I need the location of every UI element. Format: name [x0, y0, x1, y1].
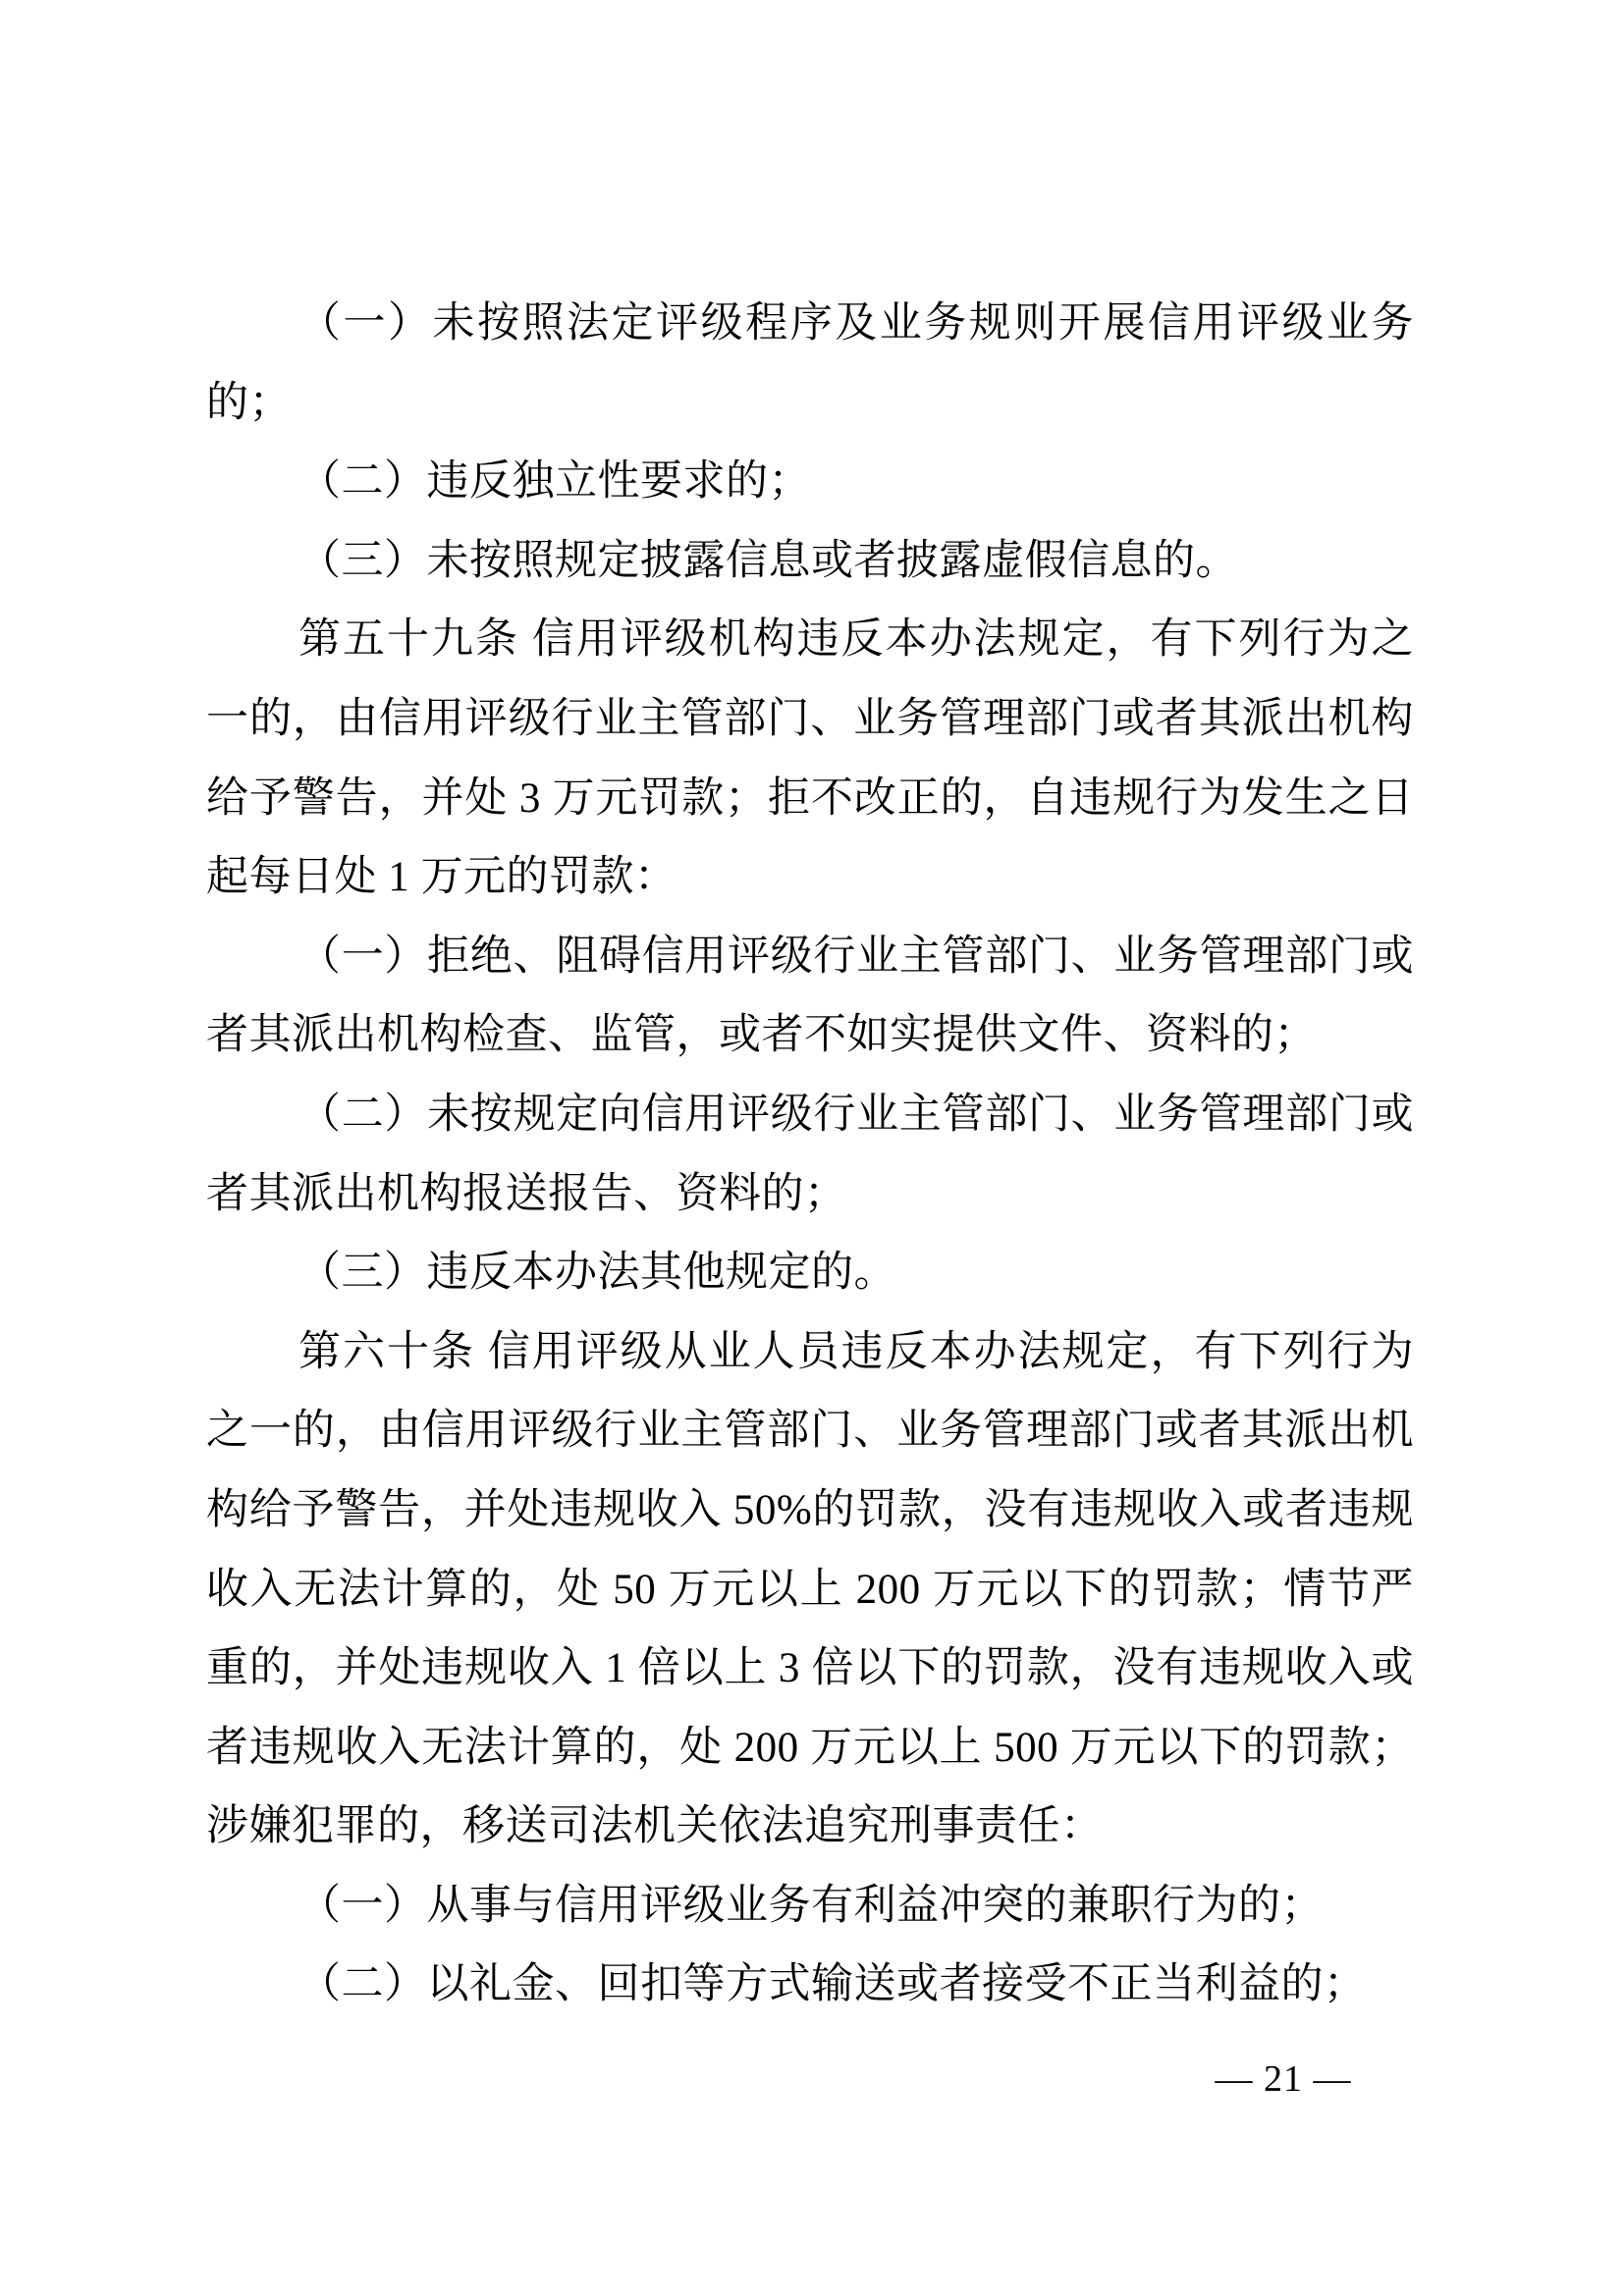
text-block: [206, 285, 1414, 2025]
text-line: （一）未按照法定评级程序及业务规则开展信用评级业务: [298, 300, 1414, 347]
text-line: （一）从事与信用评级业务有利益冲突的兼职行为的；: [298, 1882, 1324, 1929]
text-line: （二）以礼金、回扣等方式输送或者接受不正当利益的；: [298, 1961, 1367, 2008]
text-line: 的；: [206, 379, 292, 426]
text-line: 给予警告，并处 3 万元罚款；拒不改正的，自违规行为发生之日: [206, 774, 1414, 822]
text-line: 之一的，由信用评级行业主管部门、业务管理部门或者其派出机: [206, 1408, 1414, 1455]
page-number: — 21 —: [1215, 2058, 1352, 2100]
text-line: 构给予警告，并处违规收入 50%的罚款，没有违规收入或者违规: [206, 1486, 1414, 1533]
text-line: （二）未按规定向信用评级行业主管部门、业务管理部门或: [298, 1091, 1414, 1138]
text-line: 一的，由信用评级行业主管部门、业务管理部门或者其派出机构: [206, 695, 1414, 742]
text-line: 者其派出机构检查、监管，或者不如实提供文件、资料的；: [206, 1012, 1317, 1059]
text-line: 涉嫌犯罪的，移送司法机关依法追究刑事责任：: [206, 1803, 1104, 1850]
text-line: 者违规收入无法计算的，处 200 万元以上 500 万元以下的罚款；: [206, 1724, 1414, 1771]
text-line: （三）未按照规定披露信息或者披露虚假信息的。: [298, 537, 1238, 584]
text-line: （三）违反本办法其他规定的。: [298, 1250, 896, 1297]
text-line: （二）违反独立性要求的；: [298, 458, 811, 506]
text-line: 重的，并处违规收入 1 倍以上 3 倍以下的罚款，没有违规收入或: [206, 1645, 1414, 1692]
text-line: 第五十九条 信用评级机构违反本办法规定，有下列行为之: [298, 616, 1414, 664]
text-line: （一）拒绝、阻碍信用评级行业主管部门、业务管理部门或: [298, 933, 1414, 980]
text-line: 收入无法计算的，处 50 万元以上 200 万元以下的罚款；情节严: [206, 1566, 1414, 1613]
text-line: 起每日处 1 万元的罚款：: [206, 854, 677, 901]
text-line: 第六十条 信用评级从业人员违反本办法规定，有下列行为: [298, 1328, 1414, 1375]
text-line: 者其派出机构报送报告、资料的；: [206, 1170, 847, 1217]
